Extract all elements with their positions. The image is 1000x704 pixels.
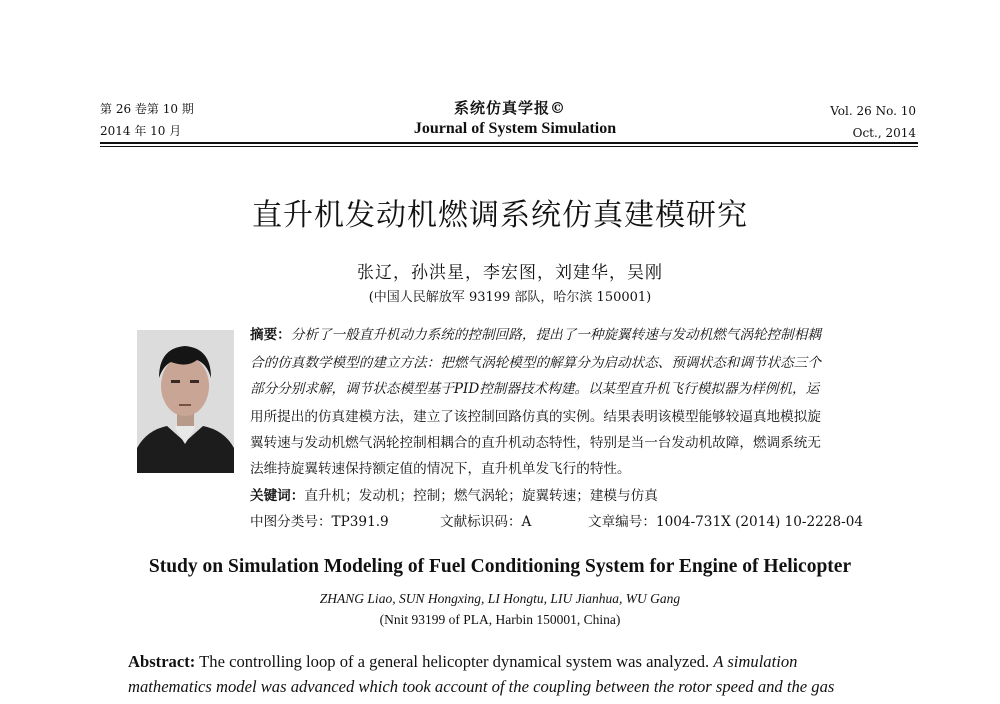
date-cn: 2014 年 10 月 [100,124,182,138]
abstract-cn-line-5: 翼转速与发动机燃气涡轮控制相耦合的直升机动态特性，特别是当一台发动机故障，燃调系统无 [250,435,821,451]
abstract-cn-line-2: 合的仿真数学模型的建立方法：把燃气涡轮模型的解算分为启动状态、预调状态和调节状态三个 [250,355,821,371]
article-title-en: Study on Simulation Modeling of Fuel Conditioning System for Engine of Helicopter [148,556,852,577]
affiliation-en: (Nnit 93199 of PLA, Harbin 150001, China) [379,612,621,627]
journal-title-en: Journal of System Simulation [413,120,617,137]
abstract-en-line-2: mathematics model was advanced which took account of the coupling between the rotor speed and the gas [128,677,835,696]
abstract-cn-line-4: 用所提出的仿真建模方法，建立了该控制回路仿真的实例。结果表明该模型能够较逼真地模拟旋 [250,409,821,425]
classification-number: 中图分类号：TP391.9 [250,514,389,530]
volume-en: Vol. 26 No. 10 [830,104,916,118]
keywords-cn-text: 直升机；发动机；控制；燃气涡轮；旋翼转速；建模与仿真 [304,488,658,504]
date-en: Oct., 2014 [852,126,916,140]
author-photo [137,330,234,473]
authors-cn: 张辽，孙洪星，李宏图，刘建华，吴刚 [357,263,663,283]
abstract-cn-line-3: 部分分别求解，调节状态模型基于PID控制器技术构建。以某型直升机飞行模拟器为样例机，运 [250,381,820,397]
affiliation-cn: (中国人民解放军 93199 部队，哈尔滨 150001) [368,290,652,305]
author-portrait-image [137,330,234,473]
authors-en: ZHANG Liao, SUN Hongxing, LI Hongtu, LIU Jianhua, WU Gang [319,591,681,606]
header-rule-thick [100,142,918,144]
document-code: 文献标识码：A [440,514,532,530]
abstract-cn-line-1: 摘要：分析了一般直升机动力系统的控制回路，提出了一种旋翼转速与发动机燃气涡轮控制相耦 [250,327,821,343]
header-rule-thin [100,146,918,147]
abstract-en-label: Abstract: [128,652,196,671]
volume-cn: 第 26 卷第 10 期 [100,102,194,116]
abstract-cn-label: 摘要： [250,327,291,343]
abstract-cn-line-6: 法维持旋翼转速保持额定值的情况下，直升机单发飞行的特性。 [250,461,631,477]
keywords-cn-label: 关键词： [250,488,305,504]
keywords-cn [250,488,658,505]
journal-title-cn: 系统仿真学报© [453,99,566,117]
abstract-en-line-1: Abstract: The controlling loop of a general helicopter dynamical system was analyzed. A simulation [128,652,798,671]
article-title-cn: 直升机发动机燃调系统仿真建模研究 [252,198,748,233]
article-number: 文章编号：1004-731X (2014) 10-2228-04 [588,514,864,530]
